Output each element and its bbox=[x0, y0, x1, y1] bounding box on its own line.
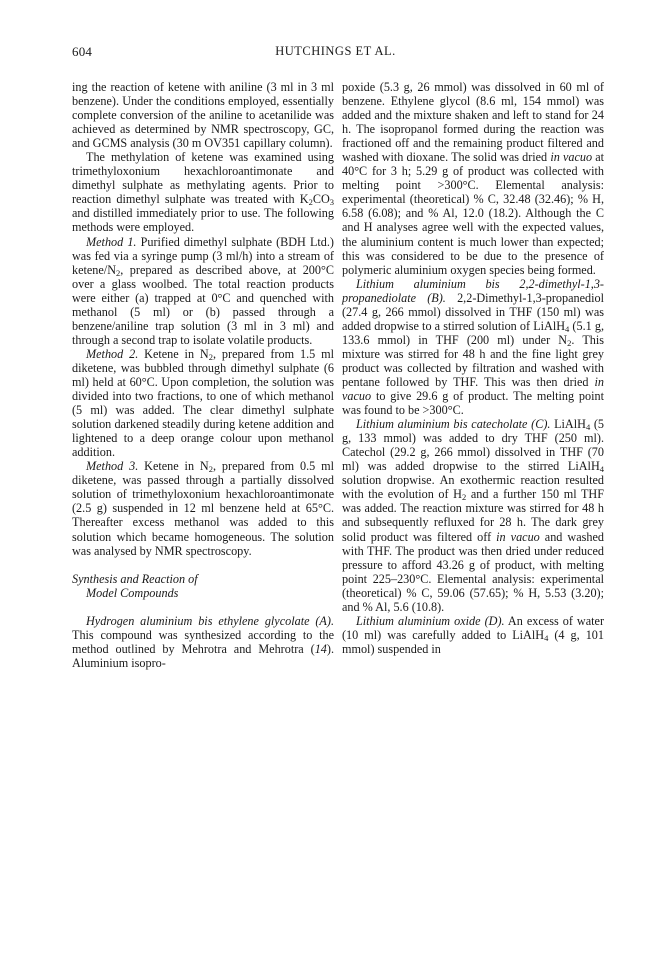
paragraph-method-3: Method 3. Ketene in $N_2$, prepared from 0.5 ml diketene, was passed through a partially dissolved solution of trimethyloxonium hexachloroantimonate (2.5 g) suspended in 12 ml benzene held at 65°C. Thereafter excess methanol was added to this solution which became homogeneous. The solution was analysed by NMR spectroscopy. bbox=[72, 459, 335, 558]
paragraph-method-1: Method 1. Purified dimethyl sulphate (BDH Ltd.) was fed via a syringe pump (3 ml/h) into a stream of ketene/$N_2$, prepared as described above, at 200°C over a glass woolbed. The total reaction products were either (a) trapped at 0°C and quenched with methanol (5 ml) or (b) passed through a benzene/aniline trap solution (3 ml in 3 ml) and through a second trap to isolate volatile products. bbox=[72, 234, 334, 347]
method-2-label: Method 2. bbox=[86, 346, 139, 361]
reference-14: 14 bbox=[314, 641, 327, 656]
paragraph-compound-a-continued: poxide (5.3 g, 26 mmol) was dissolved in 60 ml of benzene. Ethylene glycol (8.6 ml, 154 mmol) was added and the mixture shaken and left to stand for 24 h. The isopropanol formed during the reaction was fractioned off and the remaining product filtered and washed with dioxane. The solid was dried in vacuo at 40°C for 3 h; 5.29 g of product was collected with melting point >300°C. Elemental analysis: experimental (theoretical) % C, 32.48 (32.46); % H, 6.58 (6.08); and % Al, 12.0 (18.2). Although the C and H analyses agree well with the expected values, the aluminium content is much lower than expected; this was considered to be due to the presence of polymeric aluminium oxygen species being formed. bbox=[342, 80, 604, 277]
compound-d-label: Lithium aluminium oxide (D). bbox=[356, 613, 505, 628]
compound-a-label: Hydrogen aluminium bis ethylene glycolate (A). bbox=[86, 613, 334, 628]
paragraph-compound-c: Lithium aluminium bis catecholate (C). LiAlH$_4$ (5 g, 133 mmol) was added to dry THF (250 ml). Catechol (29.2 g, 266 mmol) dissolved in THF (70 ml) was added dropwise to the stirred LiAlH$_4$ solution dropwise. An exothermic reaction resulted with the evolution of $H_2$ and a further 150 ml THF was added. The reaction mixture was stirred for 48 h and subsequently refluxed for 28 h. The dark grey solid product was filtered off in vacuo and washed with THF. The product was then dried under reduced pressure to afford 43.26 g of product, with melting point 225–230°C. Elemental analysis: experimental (theoretical) % C, 59.06 (57.65); % H, 5.53 (3.20); and % Al, 5.6 (10.8). bbox=[342, 417, 605, 614]
compound-b-label: Lithium aluminium bis 2,2-dimethyl-1,3-propanediolate (B). bbox=[342, 276, 604, 305]
paragraph-ketene-aniline: ing the reaction of ketene with aniline (3 ml in 3 ml benzene). Under the conditions employed, essentially complete conversion of the aniline to acetanilide was achieved as determined by NMR spectroscopy, GC, and GCMS analysis (30 m OV351 capillary column). bbox=[72, 80, 334, 151]
left-column bbox=[72, 80, 334, 670]
page-number: 604 bbox=[72, 44, 93, 59]
paragraph-compound-b: Lithium aluminium bis 2,2-dimethyl-1,3-propanediolate (B). 2,2-Dimethyl-1,3-propanediol (27.4 g, 266 mmol) dissolved in THF (150 ml) was added dropwise to a stirred solution of LiAlH$_4$ (5.1 g, 133.6 mmol) in THF (200 ml) under $N_2$. This mixture was stirred for 48 h and the fine light grey product was collected by filtration and washed with pentane followed by THF. This was then dried in vacuo to give 29.6 g of product. The melting point was found to be >300°C. bbox=[342, 276, 604, 418]
right-column bbox=[342, 80, 604, 656]
section-heading-line-1: Synthesis and Reaction of bbox=[72, 571, 198, 586]
paragraph-compound-d: Lithium aluminium oxide (D). An excess of water (10 ml) was carefully added to LiAlH$_4$ (4 g, 101 mmol) suspended in bbox=[342, 613, 604, 656]
compound-c-label: Lithium aluminium bis catecholate (C). bbox=[356, 417, 551, 432]
paragraph-compound-a: Hydrogen aluminium bis ethylene glycolate (A). This compound was synthesized according to the method outlined by Mehrotra and Mehrotra (14). Aluminium isopro- bbox=[72, 613, 334, 670]
method-1-label: Method 1. bbox=[86, 234, 137, 249]
section-heading-line-2: Model Compounds bbox=[86, 585, 179, 600]
paragraph-method-2: Method 2. Ketene in $N_2$, prepared from 1.5 ml diketene, was bubbled through dimethyl sulphate (6 ml) held at 60°C. Upon completion, the solution was divided into two fractions, to one of which methanol (5 ml) was added. The clear dimethyl sulphate solution darkened steadily during ketene addition and lightened to a deep orange colour upon methanol addition. bbox=[72, 346, 335, 460]
running-head: HUTCHINGS ET AL. bbox=[275, 44, 396, 58]
paragraph-methylation: The methylation of ketene was examined using trimethyloxonium hexachloroantimonate and dimethyl sulphate as methylating agents. Prior to reaction dimethyl sulphate was treated with $K_2CO_3$ and distilled immediately prior to use. The following methods were employed. bbox=[72, 150, 334, 235]
method-3-label: Method 3. bbox=[86, 459, 139, 474]
